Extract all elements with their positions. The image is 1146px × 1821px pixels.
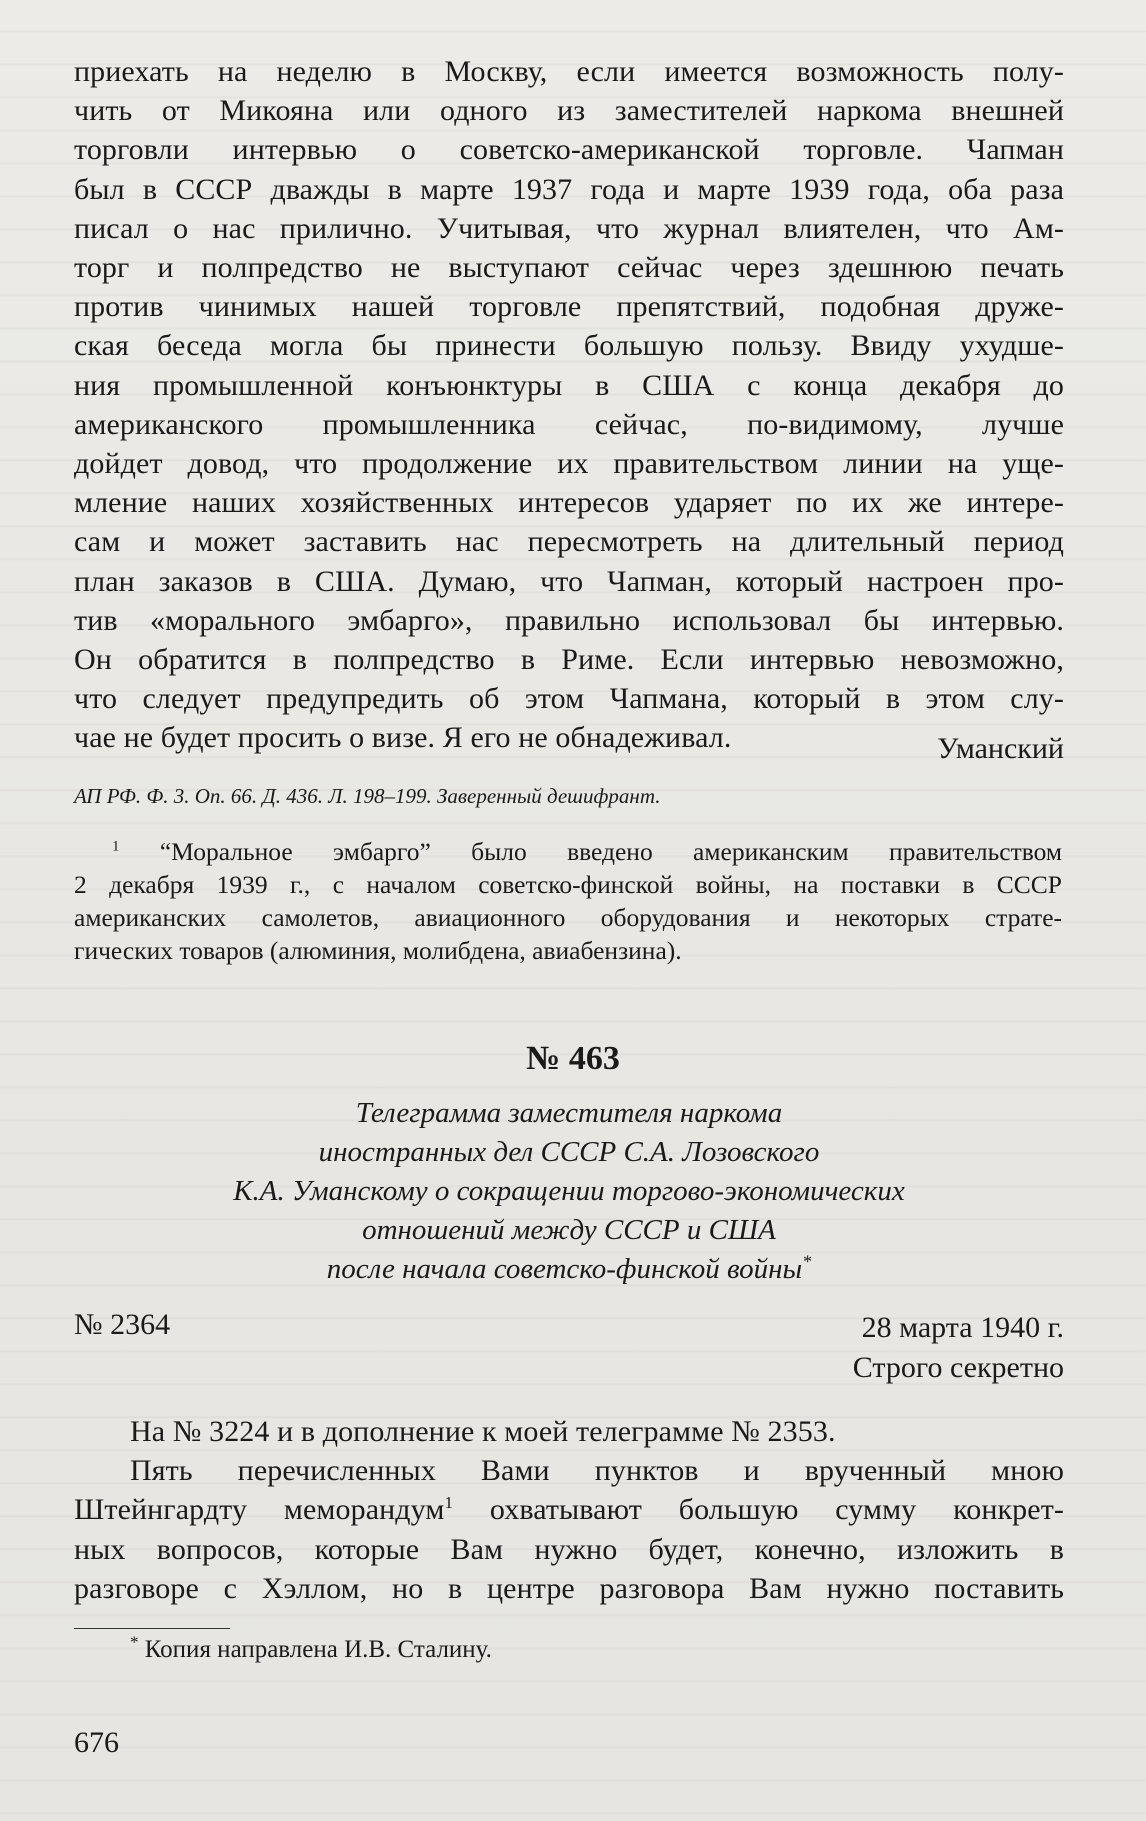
document-meta [853,1308,1064,1388]
page-number: 676 [74,1726,119,1759]
bottom-footnote-marker: * [130,1632,139,1652]
footnote-line [74,835,1062,868]
document-body-line: На № 3224 и в дополнение к моей телеграмме № 2353. [130,1415,836,1448]
main-text-line: мление наших хозяйственных интересов ударяет по их же интере- [74,486,1064,520]
main-text-line: чить от Микояна или одного из заместителей наркома внешней [74,94,1064,128]
main-text-line: торговли интервью о советско-американской торговле. Чапман [74,133,1064,167]
main-text-line: чае не будет просить о визе. Я его не обнадеживал. [74,721,732,755]
main-text-line: был в СССР дважды в марте 1937 года и марте 1939 года, оба раза [74,172,1064,206]
bottom-footnote [130,1632,492,1664]
classification-label: Строго секретно [852,1351,1064,1384]
footnote-1 [74,835,1062,967]
bottom-footnote-text: Копия направлена И.В. Сталину. [144,1636,492,1663]
title-line: иностранных дел СССР С.А. Лозовского [318,1136,820,1168]
main-text-line: американского промышленника сейчас, по-видимому, лучше [74,407,1064,441]
main-text-line: торг и полпредство не выступают сейчас через здешнюю печать [74,251,1064,285]
footnote-marker: 1 [112,838,120,855]
footnote-lines [74,835,1062,967]
main-text-lines [74,52,1064,758]
document-body-line: Пять перечисленных Вами пунктов и врученный мною [130,1454,1064,1488]
body-text-fragment: Штейнгардту меморандум [74,1493,445,1527]
footnote-line-text: “Моральное эмбарго” было введено американским правительством [159,837,1062,866]
title-line: К.А. Уманскому о сокращении торгово-экономических [233,1175,905,1207]
main-text-line: план заказов в США. Думаю, что Чапман, который настроен про- [74,564,1064,598]
registration-number: № 2364 [74,1308,171,1341]
document-body [74,1412,1064,1608]
archive-source: АП РФ. Ф. 3. Оп. 66. Д. 436. Л. 198–199. Заверенный дешифрант. [74,784,661,808]
title-footnote-marker: * [802,1251,812,1272]
main-text-line: писал о нас прилично. Учитывая, что журнал влиятелен, что Ам- [74,211,1064,245]
main-text [74,52,1064,758]
document-body-line: ных вопросов, которые Вам нужно будет, конечно, изложить в [74,1532,1064,1566]
title-line: отношений между СССР и США [362,1214,776,1246]
document-date: 28 марта 1940 г. [861,1311,1064,1344]
document-number: № 463 [526,1040,620,1077]
main-text-line: дойдет довод, что продолжение их правительством линии на уще- [74,447,1064,481]
footnote-line: гических товаров (алюминия, молибдена, авиабензина). [74,936,682,965]
document-body-line [74,1490,1064,1529]
document-body-line: разговоре с Хэллом, но в центре разговора Вам нужно поставить [74,1571,1064,1605]
document-title [74,1094,1064,1289]
footnote-line: 2 декабря 1939 г., с началом советско-финской войны, на поставки в СССР [74,870,1062,899]
title-line [74,1250,1064,1289]
title-line-text: после начала советско-финской войны [326,1253,803,1285]
main-text-line: против чинимых нашей торговле препятствий, подобная друже- [74,290,1064,324]
main-text-line: ская беседа могла бы принести большую пользу. Ввиду ухудше- [74,329,1064,363]
main-text-line: Он обратится в полпредство в Риме. Если интервью невозможно, [74,643,1064,677]
main-text-line: сам и может заставить нас пересмотреть на длительный период [74,525,1064,559]
body-text-fragment: охватывают большую сумму конкрет- [489,1493,1064,1527]
memo-footnote-marker: 1 [444,1493,454,1513]
signature: Уманский [937,732,1064,765]
footnote-line: американских самолетов, авиационного оборудования и некоторых страте- [74,903,1062,932]
main-text-line: ния промышленной конъюнктуры в США с конца декабря до [74,368,1064,402]
footnote-separator [74,1628,230,1629]
title-line: Телеграмма заместителя наркома [355,1097,783,1129]
main-text-line: приехать на неделю в Москву, если имеется возможность полу- [74,55,1064,88]
main-text-line: тив «морального эмбарго», правильно использовал бы интервью. [74,603,1064,637]
main-text-line: что следует предупредить об этом Чапмана, который в этом слу- [74,682,1064,716]
